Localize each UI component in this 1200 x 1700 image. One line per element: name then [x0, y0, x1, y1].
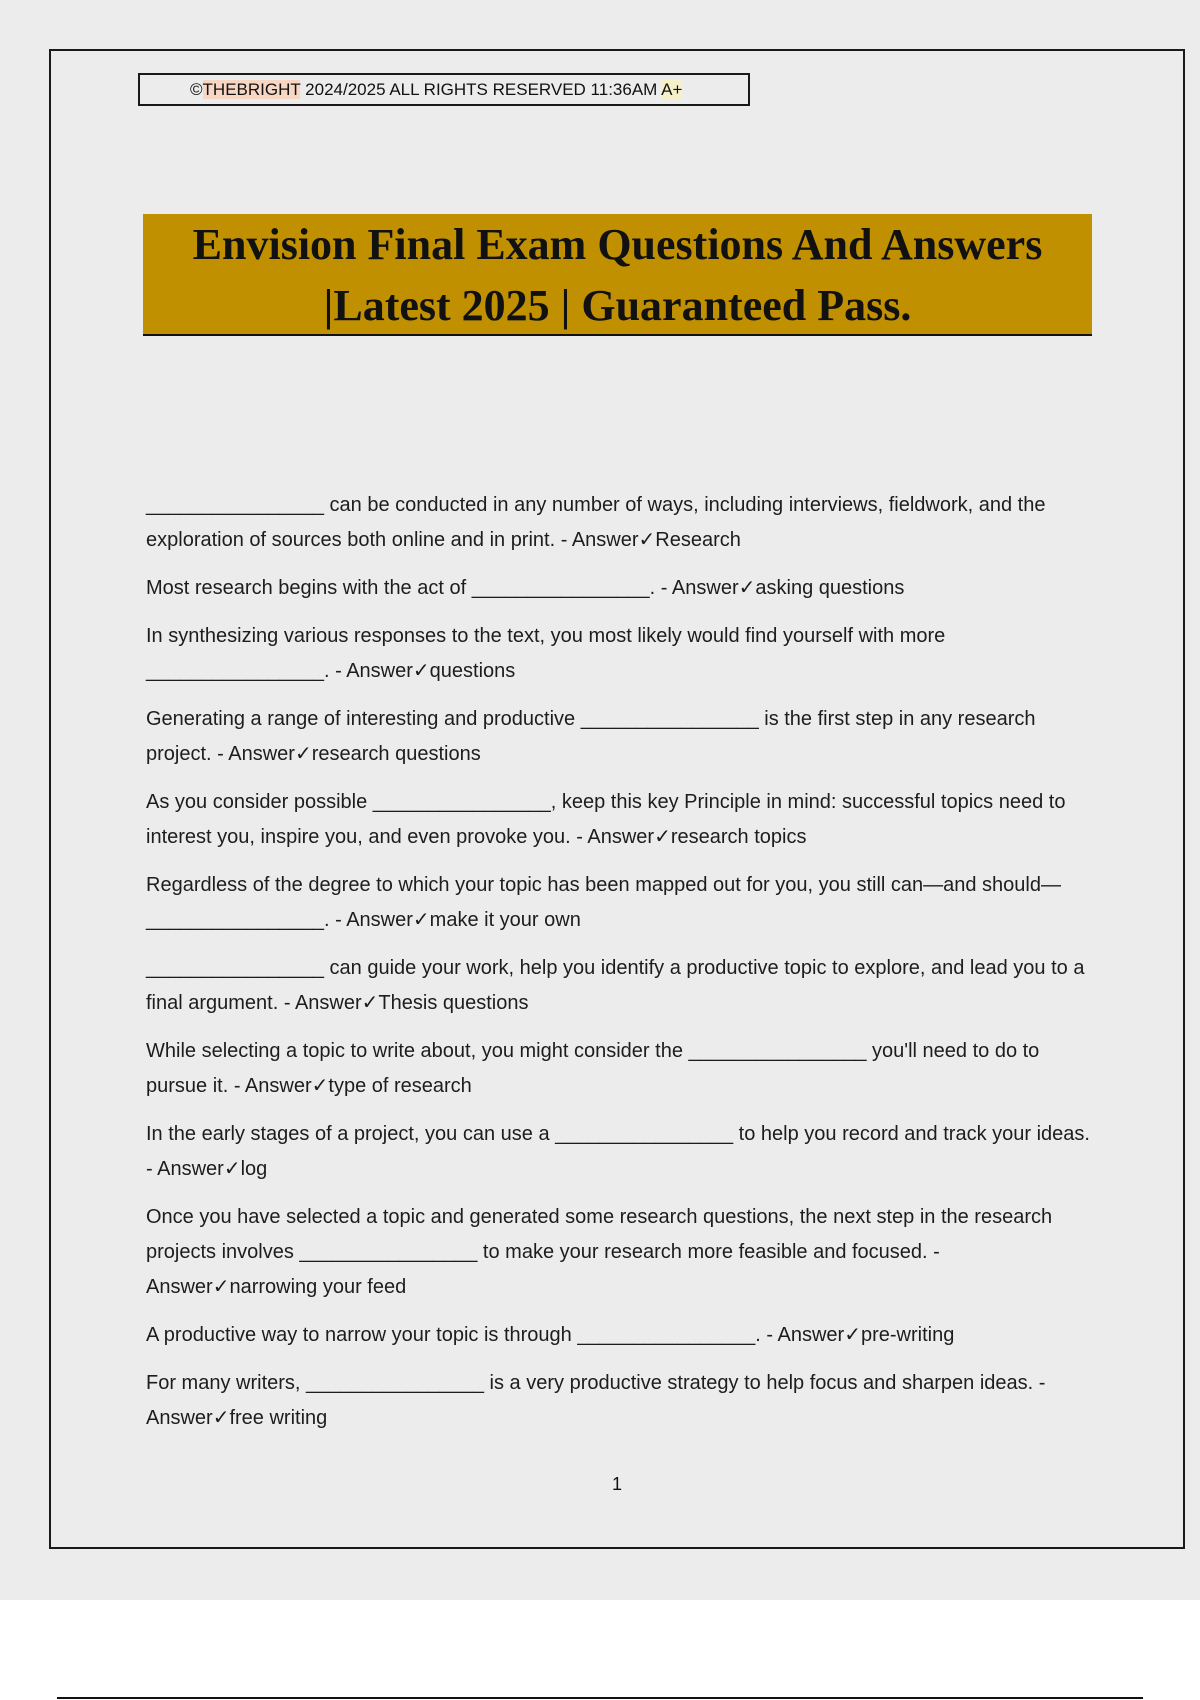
answer-text: Research — [655, 529, 741, 551]
copyright-symbol: © — [190, 80, 203, 99]
check-icon: ✓ — [412, 909, 430, 931]
qa-item — [146, 1200, 1101, 1305]
check-icon: ✓ — [212, 1407, 230, 1429]
copyright-text: 2024/2025 ALL RIGHTS RESERVED 11:36AM — [300, 80, 662, 99]
question-text: Most research begins with the act of ________________. - Answer — [146, 577, 739, 599]
title-line-1: Envision Final Exam Questions And Answers — [192, 220, 1043, 269]
check-icon: ✓ — [294, 743, 312, 765]
answer-text: Thesis questions — [378, 992, 529, 1014]
check-icon: ✓ — [212, 1276, 230, 1298]
qa-item — [146, 951, 1101, 1021]
check-icon: ✓ — [361, 992, 379, 1014]
question-text: While selecting a topic to write about, you might consider the ________________ you'll need to do to pursue it. - Answer — [146, 1040, 1040, 1097]
answer-text: research questions — [311, 743, 481, 765]
qa-item — [146, 702, 1101, 772]
copyright-header — [138, 73, 750, 106]
check-icon: ✓ — [638, 529, 656, 551]
question-text: A productive way to narrow your topic is through ________________. - Answer — [146, 1324, 845, 1346]
check-icon: ✓ — [311, 1075, 329, 1097]
document-title — [143, 214, 1092, 336]
check-icon: ✓ — [844, 1324, 861, 1346]
answer-text: questions — [429, 660, 516, 682]
question-text: Regardless of the degree to which your topic has been mapped out for you, you still can—and should—________________. - Answer — [146, 874, 1061, 931]
answer-text: research topics — [670, 826, 807, 848]
qa-item — [146, 1117, 1101, 1187]
qa-item — [146, 571, 1101, 606]
question-text: In the early stages of a project, you can use a ________________ to help you record and track your ideas. - Answer — [146, 1123, 1090, 1180]
answer-text: log — [240, 1158, 268, 1180]
qa-item — [146, 1034, 1101, 1104]
qa-item — [146, 619, 1101, 689]
question-text: For many writers, ________________ is a very productive strategy to help focus and sharpen ideas. - Answer — [146, 1372, 1046, 1429]
check-icon: ✓ — [223, 1158, 241, 1180]
question-text: As you consider possible ________________, keep this key Principle in mind: successful topics need to interest you, inspire you, and even provoke you. - Answer — [146, 791, 1066, 848]
check-icon: ✓ — [654, 826, 671, 848]
qa-item — [146, 1318, 1101, 1353]
check-icon: ✓ — [738, 577, 756, 599]
next-page-divider — [57, 1697, 1143, 1699]
question-text: In synthesizing various responses to the text, you most likely would find yourself with more ________________. - Answer — [146, 625, 946, 682]
answer-text: type of research — [328, 1075, 472, 1097]
title-line-2: |Latest 2025 | Guaranteed Pass. — [323, 281, 912, 330]
question-text: Once you have selected a topic and generated some research questions, the next step in the research projects involves ________________ to make your research more feasible and focused. - Answer — [146, 1206, 1053, 1298]
brand-name: THEBRIGHT — [202, 80, 301, 99]
qa-item — [146, 868, 1101, 938]
answer-text: asking questions — [755, 577, 905, 599]
answer-text: narrowing your feed — [229, 1276, 407, 1298]
answer-text: pre-writing — [860, 1324, 955, 1346]
question-text: ________________ can guide your work, help you identify a productive topic to explore, and lead you to a final argument. - Answer — [146, 957, 1085, 1014]
answer-text: free writing — [229, 1407, 328, 1429]
qa-item — [146, 785, 1101, 855]
question-text: Generating a range of interesting and productive ________________ is the first step in any research project. - Answer — [146, 708, 1036, 765]
qa-item — [146, 488, 1101, 558]
answer-text: make it your own — [429, 909, 581, 931]
grade-badge: A+ — [661, 80, 683, 99]
page-number: 1 — [611, 1474, 622, 1494]
qa-item — [146, 1366, 1101, 1436]
qa-list — [146, 488, 1101, 1449]
check-icon: ✓ — [412, 660, 430, 682]
question-text: ________________ can be conducted in any number of ways, including interviews, fieldwork, and the exploration of sources both online and in print. - Answer — [146, 494, 1046, 551]
